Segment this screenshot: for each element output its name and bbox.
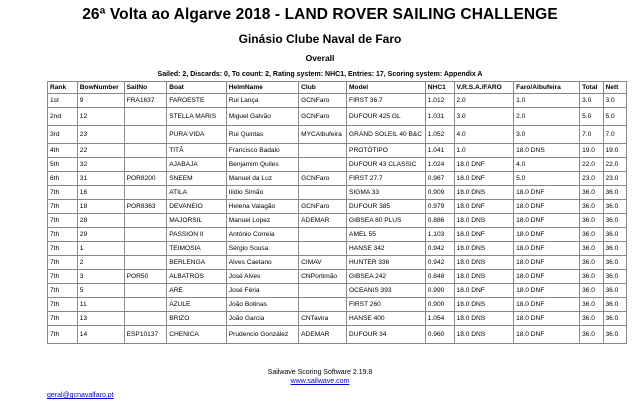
cell-sail-no bbox=[124, 298, 167, 312]
cell-nhc1: 1.054 bbox=[425, 312, 454, 326]
cell-race1-vrsa-faro: 18.0 DNF bbox=[454, 172, 514, 186]
cell-race1-vrsa-faro: 3.0 bbox=[454, 108, 514, 126]
cell-total: 36.0 bbox=[580, 242, 603, 256]
cell-club: GCNFaro bbox=[299, 108, 347, 126]
table-row bbox=[48, 200, 627, 214]
cell-bow-number: 5 bbox=[77, 284, 124, 298]
col-header-model: Model bbox=[347, 82, 426, 94]
cell-race1-vrsa-faro: 18.0 DNS bbox=[454, 312, 514, 326]
cell-race2-faro-albufeira: 18.0 DNF bbox=[514, 326, 580, 344]
cell-sail-no bbox=[124, 144, 167, 158]
cell-race2-faro-albufeira: 18.0 DNF bbox=[514, 242, 580, 256]
cell-club: GCNFaro bbox=[299, 200, 347, 214]
cell-nett: 36.0 bbox=[603, 284, 626, 298]
col-header-total: Total bbox=[580, 82, 603, 94]
table-row bbox=[48, 172, 627, 186]
table-row bbox=[48, 298, 627, 312]
cell-model: DUFOUR 385 bbox=[347, 200, 426, 214]
cell-club: GCNFaro bbox=[299, 172, 347, 186]
table-body bbox=[48, 94, 627, 344]
table-row bbox=[48, 94, 627, 108]
cell-race2-faro-albufeira: 18.0 DNF bbox=[514, 186, 580, 200]
cell-rank: 7th bbox=[48, 242, 78, 256]
table-row bbox=[48, 126, 627, 144]
cell-model: GRAND SOLEIL 40 B&C bbox=[347, 126, 426, 144]
cell-boat: AZULE bbox=[167, 298, 227, 312]
cell-race2-faro-albufeira: 4.0 bbox=[514, 158, 580, 172]
cell-boat: PURA VIDA bbox=[167, 126, 227, 144]
cell-race1-vrsa-faro: 18.0 DNS bbox=[454, 270, 514, 284]
cell-bow-number: 9 bbox=[77, 94, 124, 108]
cell-race1-vrsa-faro: 18.0 DNF bbox=[454, 284, 514, 298]
cell-helm-name: António Correia bbox=[226, 228, 298, 242]
table-row bbox=[48, 270, 627, 284]
col-header-helm-name: HelmName bbox=[226, 82, 298, 94]
website-link[interactable]: www.sailwave.com bbox=[290, 378, 350, 385]
cell-model: GIBSEA 80 PLUS bbox=[347, 214, 426, 228]
cell-model: FIRST 36.7 bbox=[347, 94, 426, 108]
cell-model: DUFOUR 425 GL bbox=[347, 108, 426, 126]
table-header-row bbox=[48, 82, 627, 94]
cell-race1-vrsa-faro: 2.0 bbox=[454, 94, 514, 108]
cell-nhc1: 0.960 bbox=[425, 326, 454, 344]
table-row bbox=[48, 326, 627, 344]
cell-rank: 6th bbox=[48, 172, 78, 186]
cell-bow-number: 22 bbox=[77, 144, 124, 158]
cell-nhc1: 0.979 bbox=[425, 200, 454, 214]
cell-total: 36.0 bbox=[580, 312, 603, 326]
cell-model: SIGMA 33 bbox=[347, 186, 426, 200]
cell-sail-no bbox=[124, 214, 167, 228]
col-header-bow-number: BowNumber bbox=[77, 82, 124, 94]
cell-bow-number: 29 bbox=[77, 228, 124, 242]
cell-model: HANSE 342 bbox=[347, 242, 426, 256]
cell-race2-faro-albufeira: 18.0 DNF bbox=[514, 214, 580, 228]
cell-club: CNTavira bbox=[299, 312, 347, 326]
cell-club: ADEMAR bbox=[299, 326, 347, 344]
cell-boat: AJABAJA bbox=[167, 158, 227, 172]
cell-race1-vrsa-faro: 18.0 DNS bbox=[454, 214, 514, 228]
cell-nett: 36.0 bbox=[603, 298, 626, 312]
cell-nett: 36.0 bbox=[603, 228, 626, 242]
cell-model: OCEANIS 393 bbox=[347, 284, 426, 298]
cell-race1-vrsa-faro: 4.0 bbox=[454, 126, 514, 144]
email-link[interactable]: geral@gcnavalfaro.pt bbox=[47, 392, 114, 399]
cell-nett: 36.0 bbox=[603, 326, 626, 344]
cell-nhc1: 1.024 bbox=[425, 158, 454, 172]
cell-club: GCNFaro bbox=[299, 94, 347, 108]
cell-sail-no: ESP10137 bbox=[124, 326, 167, 344]
page-title: 26ª Volta ao Algarve 2018 - LAND ROVER SAILING CHALLENGE bbox=[82, 6, 558, 23]
cell-race2-faro-albufeira: 1.0 bbox=[514, 94, 580, 108]
cell-nhc1: 0.909 bbox=[425, 186, 454, 200]
col-header-sail-no: SailNo bbox=[124, 82, 167, 94]
cell-sail-no bbox=[124, 242, 167, 256]
cell-club bbox=[299, 186, 347, 200]
cell-rank: 4th bbox=[48, 144, 78, 158]
cell-nett: 7.0 bbox=[603, 126, 626, 144]
cell-total: 36.0 bbox=[580, 270, 603, 284]
cell-rank: 7th bbox=[48, 270, 78, 284]
cell-race2-faro-albufeira: 18.0 DNF bbox=[514, 200, 580, 214]
cell-rank: 5th bbox=[48, 158, 78, 172]
cell-race2-faro-albufeira: 5.0 bbox=[514, 172, 580, 186]
cell-race1-vrsa-faro: 18.0 DNS bbox=[454, 256, 514, 270]
cell-rank: 3rd bbox=[48, 126, 78, 144]
cell-boat: PASSION II bbox=[167, 228, 227, 242]
cell-bow-number: 18 bbox=[77, 200, 124, 214]
cell-total: 36.0 bbox=[580, 298, 603, 312]
results-table bbox=[47, 81, 627, 344]
cell-rank: 7th bbox=[48, 186, 78, 200]
cell-boat: STELLA MARIS bbox=[167, 108, 227, 126]
col-header-race1-vrsa-faro: V.R.S.A./FARO bbox=[454, 82, 514, 94]
cell-model: FIRST 27.7 bbox=[347, 172, 426, 186]
cell-helm-name: João Botinas bbox=[226, 298, 298, 312]
cell-rank: 7th bbox=[48, 312, 78, 326]
cell-bow-number: 28 bbox=[77, 214, 124, 228]
table-row bbox=[48, 144, 627, 158]
cell-bow-number: 11 bbox=[77, 298, 124, 312]
cell-nett: 36.0 bbox=[603, 200, 626, 214]
table-row bbox=[48, 242, 627, 256]
cell-helm-name: Manuel da Luz bbox=[226, 172, 298, 186]
cell-club bbox=[299, 298, 347, 312]
cell-nett: 36.0 bbox=[603, 214, 626, 228]
cell-race1-vrsa-faro: 18.0 DNS bbox=[454, 326, 514, 344]
cell-nhc1: 1.052 bbox=[425, 126, 454, 144]
cell-boat: ARE bbox=[167, 284, 227, 298]
cell-nhc1: 0.886 bbox=[425, 214, 454, 228]
cell-sail-no: POR8200 bbox=[124, 172, 167, 186]
cell-sail-no: POR50 bbox=[124, 270, 167, 284]
club-subtitle: Ginásio Clube Naval de Faro bbox=[238, 32, 402, 46]
cell-club: CIMAV bbox=[299, 256, 347, 270]
cell-boat: TEIMOSIA bbox=[167, 242, 227, 256]
cell-boat: BERLENGA bbox=[167, 256, 227, 270]
cell-boat: ATILA bbox=[167, 186, 227, 200]
cell-club: CNPortimão bbox=[299, 270, 347, 284]
cell-sail-no bbox=[124, 284, 167, 298]
cell-race1-vrsa-faro: 1.0 bbox=[454, 144, 514, 158]
cell-boat: MAJORSIL bbox=[167, 214, 227, 228]
cell-nett: 36.0 bbox=[603, 186, 626, 200]
cell-nett: 5.0 bbox=[603, 108, 626, 126]
cell-total: 36.0 bbox=[580, 256, 603, 270]
cell-race1-vrsa-faro: 18.0 DNF bbox=[454, 200, 514, 214]
cell-club: ADEMAR bbox=[299, 214, 347, 228]
section-heading: Overall bbox=[305, 53, 335, 63]
cell-bow-number: 2 bbox=[77, 256, 124, 270]
cell-rank: 7th bbox=[48, 326, 78, 344]
cell-rank: 7th bbox=[48, 284, 78, 298]
cell-model: DUFOUR 34 bbox=[347, 326, 426, 344]
cell-total: 23.0 bbox=[580, 172, 603, 186]
cell-bow-number: 32 bbox=[77, 158, 124, 172]
cell-bow-number: 12 bbox=[77, 108, 124, 126]
table-row bbox=[48, 186, 627, 200]
cell-sail-no: POR8363 bbox=[124, 200, 167, 214]
cell-total: 3.0 bbox=[580, 94, 603, 108]
cell-nett: 36.0 bbox=[603, 312, 626, 326]
cell-nhc1: 0.900 bbox=[425, 298, 454, 312]
table-row bbox=[48, 158, 627, 172]
cell-rank: 7th bbox=[48, 214, 78, 228]
cell-nett: 36.0 bbox=[603, 242, 626, 256]
software-credit: Sailwave Scoring Software 2.19.8 bbox=[267, 369, 373, 376]
cell-bow-number: 13 bbox=[77, 312, 124, 326]
cell-model: HUNTER 336 bbox=[347, 256, 426, 270]
cell-sail-no bbox=[124, 108, 167, 126]
col-header-club: Club bbox=[299, 82, 347, 94]
cell-boat: CHENICA bbox=[167, 326, 227, 344]
cell-boat: SNEEM bbox=[167, 172, 227, 186]
cell-nhc1: 0.848 bbox=[425, 270, 454, 284]
cell-nett: 19.0 bbox=[603, 144, 626, 158]
series-summary: Sailed: 2, Discards: 0, To count: 2, Rating system: NHC1, Entries: 17, Scoring system: Appendix A bbox=[157, 71, 483, 78]
cell-model: HANSE 400 bbox=[347, 312, 426, 326]
cell-helm-name: Prudencio González bbox=[226, 326, 298, 344]
cell-bow-number: 31 bbox=[77, 172, 124, 186]
cell-total: 5.0 bbox=[580, 108, 603, 126]
cell-club: MYCAlbufeira bbox=[299, 126, 347, 144]
cell-nhc1: 0.990 bbox=[425, 284, 454, 298]
cell-race1-vrsa-faro: 18.0 DNF bbox=[454, 158, 514, 172]
cell-nhc1: 1.012 bbox=[425, 94, 454, 108]
cell-race2-faro-albufeira: 18.0 DNF bbox=[514, 284, 580, 298]
cell-race1-vrsa-faro: 18.0 DNS bbox=[454, 186, 514, 200]
table-row bbox=[48, 256, 627, 270]
cell-helm-name: Benjamim Quiles bbox=[226, 158, 298, 172]
cell-total: 36.0 bbox=[580, 228, 603, 242]
cell-helm-name: Miguel Galvão bbox=[226, 108, 298, 126]
cell-bow-number: 23 bbox=[77, 126, 124, 144]
cell-helm-name: Manuel Lopez bbox=[226, 214, 298, 228]
cell-club bbox=[299, 158, 347, 172]
cell-total: 19.0 bbox=[580, 144, 603, 158]
cell-sail-no bbox=[124, 158, 167, 172]
cell-nhc1: 1.031 bbox=[425, 108, 454, 126]
cell-club bbox=[299, 242, 347, 256]
cell-total: 22.0 bbox=[580, 158, 603, 172]
cell-helm-name: Ilídio Simão bbox=[226, 186, 298, 200]
cell-race2-faro-albufeira: 18.0 DNF bbox=[514, 312, 580, 326]
cell-race2-faro-albufeira: 18.0 DNF bbox=[514, 270, 580, 284]
cell-helm-name: Rui Quintas bbox=[226, 126, 298, 144]
cell-race2-faro-albufeira: 3.0 bbox=[514, 126, 580, 144]
cell-nhc1: 0.942 bbox=[425, 242, 454, 256]
cell-race2-faro-albufeira: 2.0 bbox=[514, 108, 580, 126]
cell-club bbox=[299, 144, 347, 158]
cell-helm-name: José Alves bbox=[226, 270, 298, 284]
cell-boat: TITÃ bbox=[167, 144, 227, 158]
cell-rank: 2nd bbox=[48, 108, 78, 126]
cell-rank: 7th bbox=[48, 256, 78, 270]
table-row bbox=[48, 228, 627, 242]
cell-helm-name: Rui Lança bbox=[226, 94, 298, 108]
cell-model: PROTÓTIPO bbox=[347, 144, 426, 158]
col-header-race2-faro-albufeira: Faro/Albufeira bbox=[514, 82, 580, 94]
cell-helm-name: Francisco Badalo bbox=[226, 144, 298, 158]
cell-total: 36.0 bbox=[580, 214, 603, 228]
cell-bow-number: 14 bbox=[77, 326, 124, 344]
cell-model: FIRST 260 bbox=[347, 298, 426, 312]
cell-total: 36.0 bbox=[580, 186, 603, 200]
cell-nhc1: 0.942 bbox=[425, 256, 454, 270]
cell-race1-vrsa-faro: 18.0 DNS bbox=[454, 242, 514, 256]
cell-total: 36.0 bbox=[580, 284, 603, 298]
cell-bow-number: 1 bbox=[77, 242, 124, 256]
col-header-nett: Nett bbox=[603, 82, 626, 94]
cell-nett: 23.0 bbox=[603, 172, 626, 186]
table-row bbox=[48, 284, 627, 298]
cell-sail-no bbox=[124, 256, 167, 270]
cell-helm-name: João Garcia bbox=[226, 312, 298, 326]
cell-model: GIBSEA 242 bbox=[347, 270, 426, 284]
cell-rank: 1st bbox=[48, 94, 78, 108]
cell-helm-name: Helena Valagão bbox=[226, 200, 298, 214]
cell-total: 36.0 bbox=[580, 200, 603, 214]
cell-boat: ALBATROS bbox=[167, 270, 227, 284]
cell-race2-faro-albufeira: 18.0 DNF bbox=[514, 228, 580, 242]
cell-boat: DEVANEIO bbox=[167, 200, 227, 214]
cell-helm-name: José Féria bbox=[226, 284, 298, 298]
cell-nhc1: 1.041 bbox=[425, 144, 454, 158]
cell-bow-number: 16 bbox=[77, 186, 124, 200]
cell-rank: 7th bbox=[48, 298, 78, 312]
cell-sail-no bbox=[124, 186, 167, 200]
cell-boat: BRIZO bbox=[167, 312, 227, 326]
cell-nett: 36.0 bbox=[603, 270, 626, 284]
cell-race2-faro-albufeira: 18.0 DNF bbox=[514, 256, 580, 270]
cell-nhc1: 0.967 bbox=[425, 172, 454, 186]
cell-rank: 7th bbox=[48, 228, 78, 242]
col-header-nhc1: NHC1 bbox=[425, 82, 454, 94]
cell-total: 7.0 bbox=[580, 126, 603, 144]
col-header-boat: Boat bbox=[167, 82, 227, 94]
cell-club bbox=[299, 284, 347, 298]
table-row bbox=[48, 108, 627, 126]
cell-race1-vrsa-faro: 18.0 DNF bbox=[454, 228, 514, 242]
cell-sail-no bbox=[124, 312, 167, 326]
cell-helm-name: Sérgio Sousa bbox=[226, 242, 298, 256]
col-header-rank: Rank bbox=[48, 82, 78, 94]
cell-race2-faro-albufeira: 18.0 DNS bbox=[514, 144, 580, 158]
cell-model: AMEL 55 bbox=[347, 228, 426, 242]
cell-boat: FAROESTE bbox=[167, 94, 227, 108]
cell-sail-no bbox=[124, 126, 167, 144]
cell-race1-vrsa-faro: 18.0 DNS bbox=[454, 298, 514, 312]
cell-club bbox=[299, 228, 347, 242]
cell-nett: 36.0 bbox=[603, 256, 626, 270]
cell-sail-no: FRA1637 bbox=[124, 94, 167, 108]
cell-total: 36.0 bbox=[580, 326, 603, 344]
cell-race2-faro-albufeira: 18.0 DNF bbox=[514, 298, 580, 312]
cell-nett: 22.0 bbox=[603, 158, 626, 172]
cell-rank: 7th bbox=[48, 200, 78, 214]
cell-model: DUFOUR 43 CLASSIC bbox=[347, 158, 426, 172]
cell-helm-name: Alves Caetano bbox=[226, 256, 298, 270]
cell-nett: 3.0 bbox=[603, 94, 626, 108]
table-row bbox=[48, 312, 627, 326]
cell-bow-number: 3 bbox=[77, 270, 124, 284]
cell-nhc1: 1.103 bbox=[425, 228, 454, 242]
cell-sail-no bbox=[124, 228, 167, 242]
table-row bbox=[48, 214, 627, 228]
